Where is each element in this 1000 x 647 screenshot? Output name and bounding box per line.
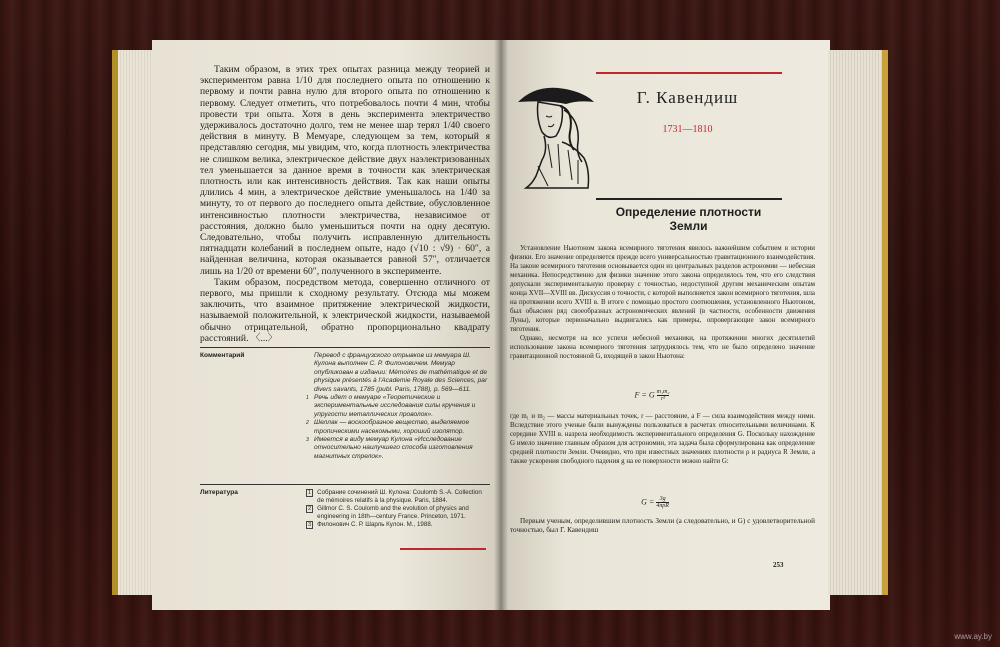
- literature-item: 1 Собрание сочинений Ш. Кулона: Coulomb S.-A. Collection de mémoires relatifs à la physique. Paris, 1884.: [308, 489, 482, 504]
- right-paragraph: Однако, несмотря на все успехи небесной механики, на протяжении многих десятилетий использование закона всемирного тяготения затруднялось тем, что не было определено значение гравитационной постоянной G, входящей в закон Ньютона:: [510, 335, 815, 360]
- scientist-name: Г. Кавендиш: [636, 88, 739, 107]
- cavendish-portrait: [508, 80, 598, 192]
- left-paragraph: Таким образом, в этих трех опытах разница между теорией и экспериментом равна 1/10 для последнего опыта по отношению к первому и почти равна нулю для второго опыта по отношению к первому. Следует отметить, что потребовалось почти 4 мин, чтобы провести три опыта. Хотя в день эксперимента электричество удерживалось достаточно долго, тем не менее шар терял 1/40 своего действия в минуту. В Мемуаре, следующем за тем, который я представляю сегодня, мы увидим, что, когда плотность электричества не слишком велика, электрическое действие двух наэлектризованных тел уменьшается за данное время в точности как электрическая плотность или как интенсивность действия. Так как наши опыты длились 4 мин, а электрическое действие уменьшалось на 1/40 за минуту, то от первого до последнего опыта действие, обусловленное интенсивностью плотности электричества, независимое от расстояния, должно было уменьшиться почти на одну десятую. Следовательно, чтобы получить исправленную длительность пятнадцати колебаний в последнем опыте, надо (√10 : √9) · 60″, а найденная величина, которая оказывается равной 57″, отличается лишь на 1/20 от времени 60″, полученного в эксперименте.: [200, 64, 490, 277]
- section-title: Определение плотности Земли: [615, 205, 762, 233]
- literature-list: [306, 489, 490, 530]
- watermark: www.ay.by: [954, 632, 992, 641]
- red-accent-line: [400, 548, 486, 550]
- g-formula: G = $\frac{3g}{\text{4πρR}}$: [641, 496, 669, 509]
- divider: [200, 484, 490, 485]
- page-number: 253: [773, 561, 784, 569]
- right-paragraph: Установление Ньютоном закона всемирного тяготения явилось важнейшим событием в истории физики. Его значение определяется прежде всего универсальностью гравитационного взаимодействия. На законе всемирного тяготения основывается один из центральных разделов астрономии — небесная механика. Непосредственно для физики значение этого закона определялось тем, что его следствия допускали экспериментальную проверку с точностью, недоступной другим механическим опытам конца XVII—XVIII вв. Дискуссия о точности, с которой выполняется закон всемирного тяготения, шла на протяжении всего XVIII в. В итоге с помощью простого соотношения, установленного Ньютоном, был объяснен ряд своеобразных астрономических явлений (в частности, особенности движения Луны), которые первоначально выдвигались как примеры, опровергающие закон всемирного тяготения.: [510, 245, 815, 333]
- book-edge-left: [112, 50, 152, 595]
- newton-formula: F = G $\frac{\text{m₁m₂}}{\text{r²}}$: [634, 389, 670, 402]
- divider: [200, 347, 490, 348]
- book-gutter: [494, 40, 508, 610]
- right-body-text-2: [510, 412, 815, 466]
- literature-item: 3 Филонович С. Р. Шарль Кулон. М., 1988.: [308, 521, 433, 529]
- red-accent-line: [596, 72, 782, 74]
- comment-note: 3 Имеется в виду мемуар Кулона «Исследование относительно наилучшего способа изготовления магнитных стрелок».: [306, 436, 473, 460]
- comment-note: 2 Шеллак — воскообразное вещество, выделяемое тропическими насекомыми, хороший изолятор.: [306, 419, 470, 435]
- comment-note: Перевод с французского отрывков из мемуара Ш. Кулона выполнен С. Р. Филоновичем. Мемуар опубликован в издании: Mémoires de mathématique et de physique présentés à l'Academie Royale des Sciences, par divers savants, 1785 (publ. Paris, 1788), p. 569—611.: [314, 352, 488, 393]
- right-paragraph: Первым ученым, определившим плотность Земли (а следовательно, и G) с удовлетворительной точностью, был Г. Кавендиш: [510, 517, 815, 534]
- left-body-text: [200, 64, 490, 344]
- left-paragraph: Таким образом, посредством метода, совершенно отличного от первого, мы пришли к сходному результату. Отсюда мы можем заключить, что взаимное притяжение электрической жидкости, называемой положительной, к электрической жидкости, называемой обычно отрицательной, обратно пропорционально квадрату расстояний. 〈...〉: [200, 276, 490, 344]
- right-body-text-3: [510, 517, 815, 535]
- comments-list: [306, 352, 490, 461]
- right-body-text: [510, 244, 815, 361]
- comment-note: 1 Речь идет о мемуаре «Теоретические и экспериментальные исследования силы кручения и упругости металлических проволок».: [306, 394, 476, 418]
- book-edge-right: [828, 50, 888, 595]
- right-paragraph: где m₁ и m₂ — массы материальных точек, r — расстояние, а F — сила взаимодействия между ними. Вследствие этого ученые были вынуждены пользоваться в расчетах относительными величинами. К середине XVIII в. назрела необходимость экспериментального определения G. Поскольку нахождение G имело значение главным образом для астрономии, эта задача была сформулирована как определение средней плотности Земли. Очевидно, что при известных значениях плотности ρ и радиуса R Земли, а также ускорения свободного падения g на ее поверхности можно найти G:: [510, 413, 815, 465]
- comments-label: Комментарий: [200, 352, 245, 359]
- divider: [596, 198, 782, 200]
- scientist-dates: 1731—1810: [662, 124, 713, 135]
- literature-item: 2 Gillmor C. S. Coulomb and the evolution of physics and engineering in 18th—century France. Princeton, 1971.: [308, 505, 469, 520]
- literature-label: Литература: [200, 489, 238, 496]
